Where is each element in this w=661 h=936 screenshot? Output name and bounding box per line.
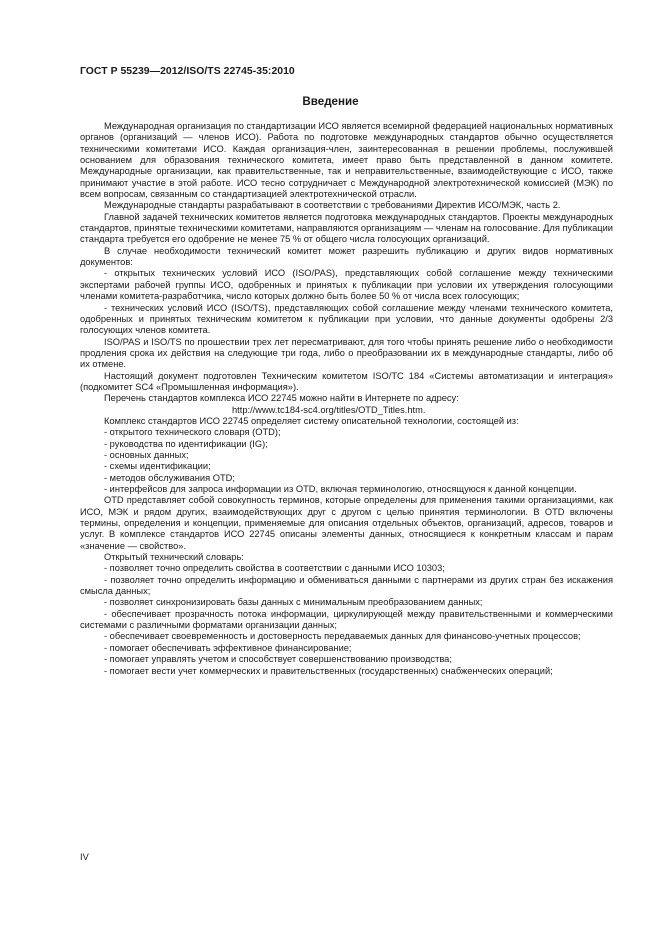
paragraph-review: ISO/PAS и ISO/TS по прошествии трех лет пересматривают, для того чтобы принять решение либо о необходимости продления срока их действия на следующие три года, либо о преобразовании их в международные стандарты, либо об их отмене. [80,336,613,370]
list-item-otd: - открытого технического словаря (OTD); [104,427,281,438]
list-item-otd-maintenance: - методов обслуживания OTD; [104,472,235,483]
paragraph-other-documents: В случае необходимости технический комитет может разрешить публикацию и других видов нормативных документов: [80,245,613,268]
paragraph-iso-intro: Международная организация по стандартизации ИСО является всемирной федерацией национальных нормативных органов (организаций — членов ИСО). Работа по подготовке международных стандартов обычно осуществляется техническими комитетами ИСО. Каждая организация-член, заинтересованная в решении проблемы, послужившей основанием для образования технического комитета, имеет право быть представленной в данном комитете. Международные организации, как правительственные, так и неправительственные, взаимодействующие с ИСО, также принимают участие в этой работе. ИСО тесно сотрудничает с Международной электротехнической комиссией (МЭК) по всем вопросам, связанным со стандартизацией электротехнической отрасли. [80,121,613,200]
paragraph-directives: Международные стандарты разрабатывают в соответствии с требованиями Директив ИСО/МЭК, часть 2. [104,200,561,211]
list-item-iso-ts: - технических условий ИСО (ISO/TS), представляющих собой соглашение между членами технического комитета, одобренных и принятых техническим комитетом к публикации при условии, что данные документы одобрены 2/3 голосующих членов комитета. [80,302,613,336]
paragraph-open-dictionary: Открытый технический словарь: [104,552,244,563]
list-item-iso-pas: - открытых технических условий ИСО (ISO/PAS), представляющих собой соглашение между техническими экспертами рабочей группы ИСО, одобренных и принятых к публикации при условии их утверждения голосующими членами комитета-разработчика, число которых должно быть более 50 % от числа всех голосующих; [80,268,613,302]
standards-url-link[interactable]: http://www.tc184-sc4.org/titles/OTD_Titles.htm. [232,404,426,415]
list-item-interfaces: - интерфейсов для запроса информации из OTD, включая терминологию, относящуюся к данной концепции. [104,484,577,494]
paragraph-system-composition: Комплекс стандартов ИСО 22745 определяет систему описательной технологии, состоящей из: [104,415,519,426]
document-header: ГОСТ Р 55239—2012/ISO/TS 22745-35:2010 [80,66,295,77]
list-item-identification-scheme: - схемы идентификации; [104,461,211,472]
list-item-exchange: - позволяет точно определить информацию и обмениваться данными с партнерами из других стран без искажения смысла данных; [80,574,613,597]
list-item-financing: - помогает обеспечивать эффективное финансирование; [104,642,352,653]
paragraph-prepared-by: Настоящий документ подготовлен Техническим комитетом ISO/TC 184 «Системы автоматизации и интеграция» (подкомитет SC4 «Промышленная информация»). [80,370,613,392]
list-item-transparency: - обеспечивает прозрачность потока информации, циркулирующей между правительственными и коммерческими системами с различными форматами организации данных; [80,608,613,631]
paragraph-standards-list: Перечень стандартов комплекса ИСО 22745 можно найти в Интернете по адресу: [104,393,459,404]
list-item-synchronize: - позволяет синхронизировать базы данных с минимальным преобразованием данных; [104,597,483,608]
list-item-ig: - руководства по идентификации (IG); [104,438,268,449]
list-item-accounting: - помогает управлять учетом и способствует совершенствованию производства; [104,654,452,665]
list-item-master-data: - основных данных; [104,449,189,460]
section-title: Введение [302,95,359,108]
paragraph-main-task: Главной задачей технических комитетов является подготовка международных стандартов. Проекты международных стандартов, принятые техническими комитетами, направляются организациям — членам на голосование. Для публикации стандарта требуется его одобрение не менее 75 % от общего числа голосующих организаций. [80,211,613,245]
list-item-properties: - позволяет точно определить свойства в соответствии с данными ИСО 10303; [104,563,445,574]
list-item-procurement: - помогает вести учет коммерческих и правительственных (государственных) снабженческих операций; [104,665,553,676]
document-body [80,121,613,677]
paragraph-otd-definition: OTD представляет собой совокупность терминов, которые определены для применения такими организациями, как ИСО, МЭК и рядом других, взаимодействующих друг с другом с целью принятия терминологии. В OTD включены термины, определения и концепции, применяемые для описания отдельных объектов, организаций, адресов, товаров и услуг. В комплексе стандартов ИСО 22745 описаны элементы данных, относящиеся к конкретным классам и парам «значение — свойство». [80,495,613,551]
page-number: IV [80,852,89,862]
list-item-timeliness: - обеспечивает своевременность и достоверность передаваемых данных для финансово-учетных процессов; [104,631,581,642]
